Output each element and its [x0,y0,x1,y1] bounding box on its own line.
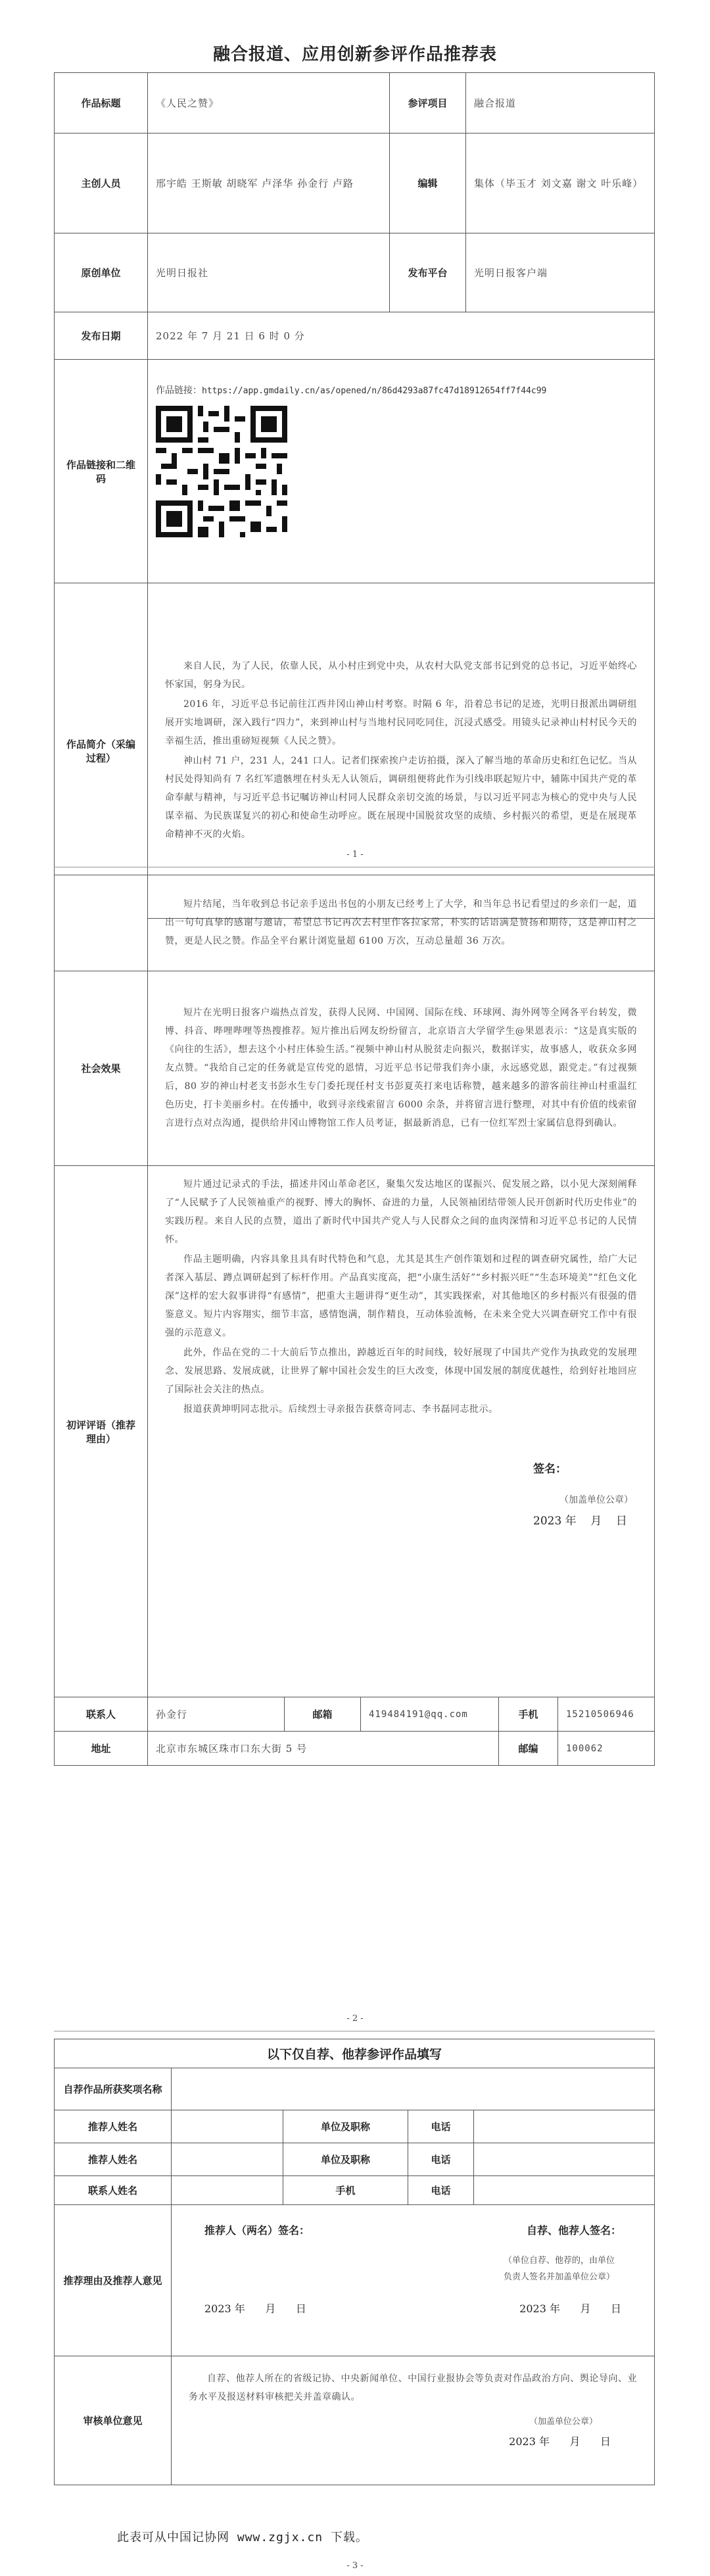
stamp-note: （加盖单位公章） [559,1495,633,1505]
audit-stamp: （加盖单位公章） [529,2417,598,2427]
value-address: 北京市东城区珠市口东大街 5 号 [148,1732,499,1766]
row-review [55,1166,655,1697]
review-paragraph-3: 此外，作品在党的二十大前后节点推出，踔越近百年的时间线，较好展现了中国共产党作为执政党的发展理念、发展思路、发展成就，让世界了解中国社会发生的巨大改变，体现中国发展的制度优越性，给到好社地回应了国际社会关注的热点。 [165,1348,637,1395]
page-number-1: - 1 - [346,850,364,860]
label-phone-2: 电话 [408,2143,474,2176]
label-creators: 主创人员 [55,134,148,233]
recommendation-form-continued [54,875,655,1766]
label-recommender-1: 推荐人姓名 [55,2110,172,2143]
download-note: 此表可从中国记协网 www.zgjx.cn 下载。 [117,2531,368,2544]
link-label: 作品链接： [156,385,202,396]
intro-paragraph-3: 神山村 71 户，231 人，241 口人。记者们探索挨户走访拍摄，深入了解当地的革命历史和红色记忆。当从村民处得知尚有 7 名红军遗骸埋在村头无人认领后，调研组便将此作为引线串联起短片中，辅陈中国共产党的革命奉献与精神，与习近平总书记嘱访神山村同人民群众亲切交流的场景，与以习近平同志为核心的党中央与人民谋幸福、为民族谋复兴的初心和使命生动呼应。既在展现中国脱贫攻坚的成绩、乡村振兴的希望，更是在展现革命精神不灭的火焰。 [165,755,637,840]
review-cell [148,1166,655,1697]
value-publish-date: 2022 年 7 月 21 日 6 时 0 分 [148,312,655,360]
row-title [55,73,655,134]
row-intro-continued [55,875,655,971]
signer-label: 推荐人（两名）签名： [204,2224,310,2237]
social-paragraph-1: 短片在光明日报客户端热点首发，获得人民网、中国网、国际在线、环球网、海外网等全网各平台转发，微博、抖音、哔哩哔哩等热搜推荐。短片推出后网友纷纷留言，北京语言大学留学生@果恩表示：“这是真实版的《向往的生活》，想去这个小村庄体验生活。”视频中神山村从脱贫走向振兴，数据详实，故事感人，收获众多网友点赞。“我给自己定的任务就是宣传党的恩情，习近平总书记带我们奔小康，永远感党恩，跟党走。”有过视频后，80 岁的神山村老支书彭水生专门委托现任村支书彭夏英打来电话称赞，越来越多的游客前往神山村重温红色历史，打卡美丽乡村。在传播中，收到寻亲线索留言 6000 余条，并将留言进行整理，对其中有价值的线索留言进行点对点沟通，提供给井冈山博物馆工作人员考证，据最新消息，已有一位红军烈士家属信息得到确认。 [165,1007,637,1129]
unit-note-1: （单位自荐、他荐的，由单位 [503,2256,615,2266]
signature-date: 2023 年 月 日 [533,1515,627,1528]
review-paragraph-4: 报道获黄坤明同志批示。后续烈士寻亲报告获蔡奇同志、李书磊同志批示。 [183,1404,498,1415]
label-phone-1: 电话 [408,2110,474,2143]
value-phone-2[interactable] [474,2143,655,2176]
signer-date: 2023 年 月 日 [204,2302,306,2315]
link-line [156,383,646,397]
recommendation-form [54,72,655,919]
label-address: 地址 [55,1732,148,1766]
intro-paragraph-2: 2016 年，习近平总书记前往江西井冈山神山村考察。时隔 6 年，沿着总书记的足迹，光明日报派出调研组展开实地调研，深入践行“四力”，来到神山村与当地村民同吃同住，沉浸式感受。用镜头记录神山村村民今天的幸福生活，推出重磅短视频《人民之赞》。 [165,698,637,746]
row-date [55,312,655,360]
value-email: 419484191@qq.com [361,1697,499,1732]
label-audit: 审核单位意见 [55,2356,172,2485]
label-publish-platform: 发布平台 [390,233,466,312]
audit-cell [172,2356,655,2485]
label-original-unit: 原创单位 [55,233,148,312]
label-contact: 联系人 [55,1697,148,1732]
row-unit [55,233,655,312]
value-creators: 邢宇皓 王斯敏 胡晓军 卢泽华 孙金行 卢路 [148,134,390,233]
row-link [55,360,655,583]
label-email: 邮箱 [285,1697,361,1732]
self-recommend-form [54,2039,655,2485]
label-social-effect: 社会效果 [55,971,148,1166]
label-work-title: 作品标题 [55,73,148,134]
link-url[interactable]: https://app.gmdaily.cn/as/opened/n/86d4293a87fc47d18912654ff7f44c99 [202,386,547,396]
value-original-unit: 光明日报社 [148,233,390,312]
label-intro: 作品简介（采编过程） [55,583,148,919]
signature-label: 签名： [533,1463,567,1476]
page-number-3: - 3 - [346,2561,364,2571]
audit-date: 2023 年 月 日 [509,2435,611,2448]
label-publish-date: 发布日期 [55,312,148,360]
value-prize[interactable] [172,2068,655,2110]
value-work-title: 《人民之赞》 [148,73,390,134]
label-postcode: 邮编 [499,1732,558,1766]
value-recommender-2[interactable] [172,2143,283,2176]
self-heading: 以下仅自荐、他荐参评作品填写 [55,2039,655,2068]
value-editor: 集体（毕玉才 刘文嘉 谢文 叶乐峰） [466,134,655,233]
intro-cell [148,583,655,919]
value-contact: 孙金行 [148,1697,285,1732]
value-phone-1[interactable] [474,2110,655,2143]
label-category: 参评项目 [390,73,466,134]
intro-continued-cell [148,875,655,971]
reason-cell [172,2205,655,2356]
label-intro-continued [55,875,148,971]
link-cell [148,360,655,583]
qr-code-icon[interactable] [156,406,287,537]
social-effect-cell [148,971,655,1166]
intro-continued-paragraph: 短片结尾，当年收到总书记亲手送出书包的小朋友已经考上了大学，和当年总书记看望过的乡亲们一起，道出一句句真挚的感谢与邀请，希望总书记再次去村里作客拉家常，朴实的话语满是赞扬和期待，这是神山村之赞，更是人民之赞。作品全平台累计浏览量超 6100 万次，互动总量超 36 万次。 [165,898,637,946]
row-reason [55,2205,655,2356]
row-prize [55,2068,655,2110]
value-postcode: 100062 [558,1732,655,1766]
value-contact-name[interactable] [172,2176,283,2205]
row-audit [55,2356,655,2485]
value-phone-3[interactable] [474,2176,655,2205]
label-link-qr: 作品链接和二维码 [55,360,148,583]
label-unit-title-1: 单位及职称 [283,2110,408,2143]
row-recommender-1 [55,2110,655,2143]
row-social-effect [55,971,655,1166]
review-paragraph-1: 短片通过记录式的手法，描述井冈山革命老区，聚集欠发达地区的谋振兴、促发展之路，以小见大深刻阐释了“人民赋予了人民领袖重产的视野、博大的胸怀、奋进的力量，人民领袖团结带领人民开创新时代历史伟业”的实践历程。来自人民的点赞，道出了新时代中国共产党人与人民群众之间的血肉深情和习近平总书记的人民情怀。 [165,1179,637,1245]
page-number-2: - 2 - [346,2014,364,2024]
intro-paragraph-1: 来自人民，为了人民，依靠人民，从小村庄到党中央，从农村大队党支部书记到党的总书记，习近平始终心怀家国，躬身为民。 [165,660,637,690]
label-mobile: 手机 [283,2176,408,2205]
unit-note-2: 负责人签名并加盖单位公章） [503,2272,615,2282]
row-address [55,1732,655,1766]
page-title: 融合报道、应用创新参评作品推荐表 [212,45,497,64]
value-category: 融合报道 [466,73,655,134]
audit-text: 自荐、他荐人所在的省级记协、中央新闻单位、中国行业报协会等负责对作品政治方向、舆论导向、业务水平及报送材料审核把关并盖章确认。 [189,2373,637,2402]
label-phone: 手机 [499,1697,558,1732]
row-contact [55,1697,655,1732]
label-unit-title-2: 单位及职称 [283,2143,408,2176]
value-recommender-1[interactable] [172,2110,283,2143]
row-creators [55,134,655,233]
review-paragraph-2: 作品主题明确，内容具象且具有时代特色和气息，尤其是其生产创作策划和过程的调查研究属性，给广大记者深入基层、蹲点调研起到了标杆作用。产品真实度高，把“小康生活好”“乡村振兴旺”“生态环境美”“红色文化深”这样的宏大叙事讲得“有感情”，把重大主题讲得“更生动”，其实践探索，对其他地区的乡村振兴有很强的借鉴意义。短片内容翔实，细节丰富，感情饱满，制作精良，互动体验流畅，在未来全党大兴调查研究工作中有很强的示范意义。 [165,1254,637,1338]
label-reason: 推荐理由及推荐人意见 [55,2205,172,2356]
label-prize: 自荐作品所获奖项名称 [55,2068,172,2110]
label-review: 初评评语（推荐理由） [55,1166,148,1697]
row-contact-person [55,2176,655,2205]
label-recommender-2: 推荐人姓名 [55,2143,172,2176]
self-signer-label: 自荐、他荐人签名： [526,2224,621,2237]
value-phone: 15210506946 [558,1697,655,1732]
row-self-heading [55,2039,655,2068]
row-recommender-2 [55,2143,655,2176]
self-signer-date: 2023 年 月 日 [519,2302,621,2315]
label-contact-name: 联系人姓名 [55,2176,172,2205]
label-phone-3: 电话 [408,2176,474,2205]
value-publish-platform: 光明日报客户端 [466,233,655,312]
label-editor: 编辑 [390,134,466,233]
row-intro [55,583,655,919]
